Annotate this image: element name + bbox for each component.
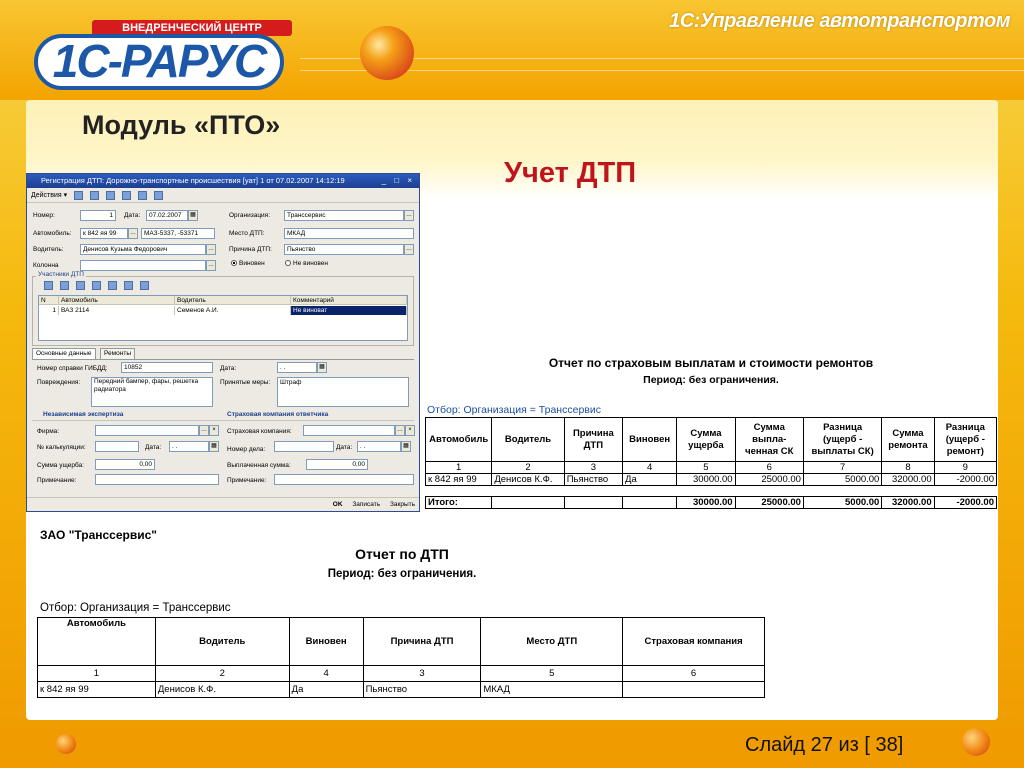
up-icon[interactable] xyxy=(108,281,117,290)
column-header: Сумма ущерба xyxy=(677,418,735,462)
gibdd-date-field[interactable]: . . xyxy=(277,362,317,373)
date-field[interactable]: 07.02.2007 xyxy=(146,210,188,221)
column-number: 4 xyxy=(623,462,677,474)
help-icon[interactable] xyxy=(154,191,163,200)
select-button[interactable]: … xyxy=(395,425,405,436)
edit-icon[interactable] xyxy=(76,281,85,290)
column-header: Место ДТП xyxy=(481,618,623,666)
column-number: 8 xyxy=(882,462,934,474)
close-button[interactable]: Закрыть xyxy=(389,501,415,508)
actions-menu[interactable]: Действия xyxy=(31,192,62,199)
refresh-icon[interactable] xyxy=(106,191,115,200)
driver-label: Водитель: xyxy=(33,246,64,253)
table-cell: 32000.00 xyxy=(882,474,934,486)
column-number: 6 xyxy=(623,666,765,682)
column-number: 2 xyxy=(155,666,289,682)
firm-label: Фирма: xyxy=(37,428,60,435)
case-date-field[interactable]: . . xyxy=(357,441,401,452)
table-cell: 5000.00 xyxy=(803,474,881,486)
note-label: Примечание: xyxy=(37,477,77,484)
auto-label: Автомобиль: xyxy=(33,230,72,237)
decorative-ball-icon xyxy=(962,728,990,756)
tab-main-data[interactable]: Основные данные xyxy=(32,348,96,359)
print-icon[interactable] xyxy=(138,191,147,200)
table-cell: к 842 яя 99 xyxy=(426,474,492,486)
expertise-heading: Независимая экспертиза xyxy=(43,411,124,418)
gibdd-label: Номер справки ГИБДД: xyxy=(37,365,108,372)
table-cell: к 842 яя 99 xyxy=(38,682,156,698)
place-field[interactable]: МКАД xyxy=(284,228,414,239)
select-button[interactable]: … xyxy=(206,244,216,255)
calc-date-field[interactable]: . . xyxy=(169,441,209,452)
participants-grid[interactable] xyxy=(38,295,408,341)
column-number: 1 xyxy=(426,462,492,474)
tab-repairs[interactable]: Ремонты xyxy=(100,348,135,359)
column-number-row xyxy=(38,666,765,682)
note2-label: Примечание: xyxy=(227,477,267,484)
column-number-row xyxy=(426,462,997,474)
grid-header-cell: Комментарий xyxy=(291,296,407,305)
paid-label: Выплаченная сумма: xyxy=(227,462,291,469)
date-label: Дата: xyxy=(124,212,141,219)
column-header: Сумма ремонта xyxy=(882,418,934,462)
report-icon[interactable] xyxy=(122,191,131,200)
save-button[interactable]: Записать xyxy=(352,501,381,508)
column-header: Водитель xyxy=(492,418,564,462)
total-row xyxy=(426,497,997,509)
column-number: 5 xyxy=(677,462,735,474)
table-cell: 25000.00 xyxy=(735,474,803,486)
grid-row[interactable] xyxy=(39,306,407,315)
column-header: Виновен xyxy=(289,618,363,666)
report2-filter: Отбор: Организация = Транссервис xyxy=(40,602,231,614)
grid-header-cell: Водитель xyxy=(175,296,291,305)
organization-label: Организация: xyxy=(229,212,271,219)
down-icon[interactable] xyxy=(124,281,133,290)
column-number: 7 xyxy=(803,462,881,474)
radio-guilty[interactable] xyxy=(231,260,265,267)
ins-company-field[interactable] xyxy=(303,425,395,436)
measures-field[interactable]: Штраф xyxy=(277,377,409,407)
gibdd-field[interactable]: 10852 xyxy=(121,362,213,373)
auto-field[interactable]: к 842 яя 99 xyxy=(80,228,128,239)
radio-off-icon xyxy=(285,260,291,266)
total-cell: -2000.00 xyxy=(934,497,996,509)
table-cell: 30000.00 xyxy=(677,474,735,486)
column-header: Разница (ущерб - ремонт) xyxy=(934,418,996,462)
header-line xyxy=(300,70,1024,71)
section-title: Учет ДТП xyxy=(504,157,637,189)
column-header: Причина ДТП xyxy=(564,418,622,462)
table-cell: Да xyxy=(289,682,363,698)
select-button[interactable]: … xyxy=(404,244,414,255)
column-number: 1 xyxy=(38,666,156,682)
select-button[interactable]: … xyxy=(206,260,216,271)
total-cell xyxy=(564,497,622,509)
calc-label: № калькуляции: xyxy=(37,444,86,451)
measures-label: Принятые меры: xyxy=(220,379,271,386)
number-field[interactable]: 1 xyxy=(80,210,116,221)
window-footer xyxy=(27,497,419,511)
tab-divider xyxy=(32,359,414,360)
grid-cell: ВАЗ 2114 xyxy=(59,306,175,315)
column-header: Причина ДТП xyxy=(363,618,481,666)
grid-header xyxy=(39,296,407,305)
table-header-row xyxy=(426,418,997,462)
calendar-icon[interactable]: ▦ xyxy=(401,441,411,452)
calendar-icon[interactable]: ▦ xyxy=(188,210,198,221)
case-date-label: Дата: xyxy=(336,444,353,451)
forward-icon[interactable] xyxy=(90,191,99,200)
grid-header-cell: N xyxy=(39,296,59,305)
window-toolbar: Действия ▾ xyxy=(27,188,419,203)
calc-date-label: Дата: xyxy=(145,444,162,451)
auto-model-field[interactable]: МАЗ-5337, -53371 xyxy=(141,228,215,239)
grid-cell: 1 xyxy=(39,306,59,315)
cause-field[interactable]: Пьянство xyxy=(284,244,404,255)
damage-label: Повреждения: xyxy=(37,379,81,386)
logo-text: 1С-РАРУС xyxy=(34,34,284,90)
product-title: 1С:Управление автотранспортом xyxy=(669,10,1010,32)
column-header: Разница (ущерб - выплаты СК) xyxy=(803,418,881,462)
column-number: 3 xyxy=(564,462,622,474)
accident-registration-window[interactable] xyxy=(26,173,420,512)
driver-field[interactable]: Денисов Кузьма Федорович xyxy=(80,244,206,255)
grid-cell-selected: Не виноват xyxy=(291,306,407,315)
total-cell xyxy=(492,497,564,509)
ins-company-label: Страховая компания: xyxy=(227,428,292,435)
column-header: Сумма выпла-ченная СК xyxy=(735,418,803,462)
column-number: 9 xyxy=(934,462,996,474)
total-cell: 25000.00 xyxy=(735,497,803,509)
report1-table xyxy=(425,417,997,486)
window-title-bar[interactable] xyxy=(27,174,419,188)
company-logo xyxy=(34,20,294,90)
window-title: Регистрация ДТП: Дорожно-транспортные происшествия [уат] 1 от 07.02.2007 14:12:19 xyxy=(41,176,345,185)
table-row xyxy=(38,682,765,698)
total-cell: 32000.00 xyxy=(882,497,934,509)
table-header-row xyxy=(38,618,765,666)
damage-field[interactable]: Передний бампер, фары, решетка радиатора xyxy=(91,377,213,407)
column-header: Водитель xyxy=(155,618,289,666)
case-label: Номер дела: xyxy=(227,446,266,453)
slide-counter: Слайд 27 из [ 38] xyxy=(745,734,904,756)
table-cell: Пьянство xyxy=(363,682,481,698)
column-label: Колонна xyxy=(33,262,59,269)
column-header: Автомобиль xyxy=(38,618,156,666)
report1-filter: Отбор: Организация = Транссервис xyxy=(427,404,601,416)
organization-field[interactable]: Транссервис xyxy=(284,210,404,221)
column-header: Страховая компания xyxy=(623,618,765,666)
back-icon[interactable] xyxy=(74,191,83,200)
grid-header-cell: Автомобиль xyxy=(59,296,175,305)
slide-heading: Модуль «ПТО» xyxy=(82,110,281,140)
column-number: 4 xyxy=(289,666,363,682)
column-header: Виновен xyxy=(623,418,677,462)
report1-total-table xyxy=(425,496,997,509)
table-cell xyxy=(623,682,765,698)
report1-title: Отчет по страховым выплатам и стоимости ремонтов xyxy=(548,356,874,370)
table-cell: МКАД xyxy=(481,682,623,698)
participants-title: Участники ДТП xyxy=(38,271,84,278)
logo-subtitle: ВНЕДРЕНЧЕСКИЙ ЦЕНТР xyxy=(92,20,292,36)
report1-period: Период: без ограничения. xyxy=(643,374,779,386)
add-icon[interactable] xyxy=(44,281,53,290)
damage-sum-label: Сумма ущерба: xyxy=(37,462,84,469)
number-label: Номер: xyxy=(33,212,55,219)
sort-icon[interactable] xyxy=(140,281,149,290)
clear-icon[interactable]: × xyxy=(209,425,219,436)
paid-field[interactable]: 0,00 xyxy=(306,459,368,470)
calendar-icon[interactable]: ▦ xyxy=(317,362,327,373)
column-header: Автомобиль xyxy=(426,418,492,462)
column-field[interactable] xyxy=(80,260,206,271)
radio-not-guilty-label: Не виновен xyxy=(293,260,328,267)
case-field[interactable] xyxy=(274,441,334,452)
note-field[interactable] xyxy=(95,474,219,485)
table-cell: Да xyxy=(623,474,677,486)
decorative-ball-icon xyxy=(360,26,414,80)
table-row xyxy=(426,474,997,486)
damage-sum-field[interactable]: 0,00 xyxy=(95,459,155,470)
select-button[interactable]: … xyxy=(199,425,209,436)
ok-button[interactable]: OK xyxy=(332,501,343,508)
table-cell: Денисов К.Ф. xyxy=(155,682,289,698)
place-label: Место ДТП: xyxy=(229,230,265,237)
total-cell: 30000.00 xyxy=(677,497,735,509)
gibdd-date-label: Дата: xyxy=(220,365,237,372)
note2-field[interactable] xyxy=(274,474,414,485)
table-cell: -2000.00 xyxy=(934,474,996,486)
total-cell xyxy=(623,497,677,509)
table-cell: Денисов К.Ф. xyxy=(492,474,564,486)
section-divider xyxy=(32,420,414,421)
select-button[interactable]: … xyxy=(404,210,414,221)
column-number: 3 xyxy=(363,666,481,682)
column-number: 5 xyxy=(481,666,623,682)
total-cell: 5000.00 xyxy=(803,497,881,509)
clear-icon[interactable]: × xyxy=(405,425,415,436)
radio-guilty-label: Виновен xyxy=(239,260,265,267)
decorative-dot-icon xyxy=(56,734,76,754)
grid-cell: Семенов А.И. xyxy=(175,306,291,315)
window-controls[interactable]: _ □ × xyxy=(381,176,415,185)
insurer-heading: Страховая компания ответчика xyxy=(227,411,329,418)
column-number: 6 xyxy=(735,462,803,474)
report2-title: Отчет по ДТП xyxy=(355,546,449,562)
calc-field[interactable] xyxy=(95,441,139,452)
report2-period: Период: без ограничения. xyxy=(327,568,477,580)
select-button[interactable]: … xyxy=(128,228,138,239)
report2-organization: ЗАО "Транссервис" xyxy=(40,528,157,542)
column-number: 2 xyxy=(492,462,564,474)
firm-field[interactable] xyxy=(95,425,199,436)
table-cell: Пьянство xyxy=(564,474,622,486)
radio-not-guilty[interactable] xyxy=(285,260,328,267)
total-label: Итого: xyxy=(426,497,492,509)
radio-on-icon xyxy=(231,260,237,266)
participants-toolbar xyxy=(39,281,149,290)
cause-label: Причина ДТП: xyxy=(229,246,272,253)
delete-icon[interactable] xyxy=(92,281,101,290)
copy-icon[interactable] xyxy=(60,281,69,290)
calendar-icon[interactable]: ▦ xyxy=(209,441,219,452)
report2-table xyxy=(37,617,765,698)
